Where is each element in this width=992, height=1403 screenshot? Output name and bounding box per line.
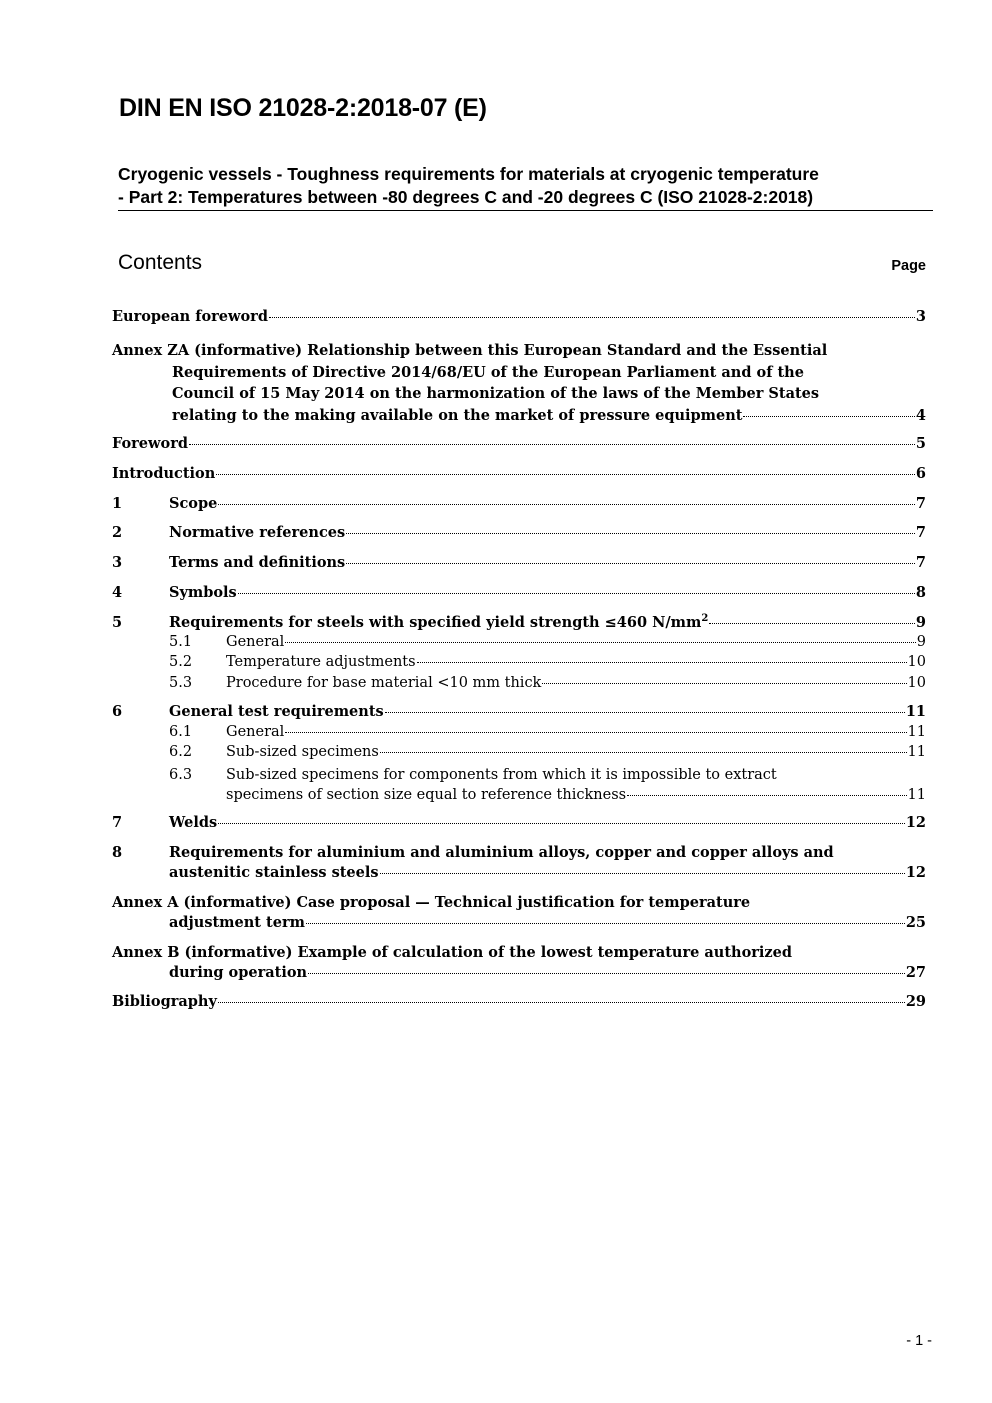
superscript: 2 — [701, 613, 709, 624]
toc-entry-section-6-3[interactable] — [169, 765, 926, 805]
subtitle-line-2: - Part 2: Temperatures between -80 degrees C and -20 degrees C (ISO 21028-2:2018) — [118, 187, 814, 207]
toc-entry-annex-b[interactable] — [112, 943, 926, 983]
toc-title-line — [112, 913, 926, 933]
toc-title: during operation — [169, 964, 308, 981]
toc-number: 1 — [112, 495, 123, 512]
toc-title: Scope — [169, 495, 218, 512]
toc-page: 11 — [907, 744, 926, 760]
toc-title: Introduction — [112, 465, 216, 482]
toc-number: 5.2 — [169, 654, 193, 670]
page-number: - 1 - — [906, 1333, 932, 1349]
toc-title-line — [169, 765, 926, 785]
toc-entry-section-6[interactable] — [112, 703, 926, 723]
toc-title: Foreword — [112, 435, 188, 452]
toc-leader — [216, 474, 915, 475]
toc-title-line — [112, 863, 926, 883]
toc-entry-annex-za[interactable] — [112, 340, 926, 426]
toc-page: 25 — [905, 914, 926, 931]
toc-leader — [218, 823, 905, 824]
toc-leader — [380, 873, 905, 874]
toc-title-line — [112, 340, 926, 362]
toc-title-line: Annex B (informative) Example of calculation of the lowest temperature authorized — [112, 944, 792, 961]
toc-page: 10 — [907, 675, 926, 691]
toc-title-line: Council of 15 May 2014 on the harmonization of the laws of the Member States — [172, 385, 820, 402]
toc-number: 5.3 — [169, 675, 193, 691]
toc-page: 5 — [915, 435, 926, 452]
toc-leader — [709, 623, 915, 624]
toc-leader — [218, 1002, 905, 1003]
toc-leader — [380, 752, 907, 753]
toc-leader — [542, 683, 906, 684]
toc-title: Bibliography — [112, 993, 217, 1010]
toc-title-line: Annex A (informative) Case proposal — Technical justification for temperature — [112, 894, 751, 911]
toc-entry-section-3[interactable] — [112, 554, 926, 574]
toc-page: 7 — [915, 554, 926, 571]
page-column-label: Page — [891, 258, 926, 274]
toc-page: 8 — [915, 584, 926, 601]
toc-number: 7 — [112, 814, 123, 831]
toc-leader — [627, 795, 906, 796]
toc-title: Sub-sized specimens for components from which it is impossible to extract — [226, 767, 777, 783]
toc-number: 6.3 — [169, 767, 193, 783]
toc-entry-section-8[interactable] — [112, 843, 926, 883]
toc-entry-foreword[interactable] — [112, 435, 926, 455]
toc-number: 6.2 — [169, 744, 193, 760]
toc-number: 2 — [112, 524, 123, 541]
subtitle-line-1: Cryogenic vessels - Toughness requirements for materials at cryogenic temperature — [118, 164, 819, 184]
toc-page: 7 — [915, 524, 926, 541]
toc-leader — [743, 416, 914, 417]
toc-leader — [385, 712, 905, 713]
toc-title-line — [169, 785, 926, 805]
toc-page: 12 — [905, 864, 926, 881]
toc-title: Procedure for base material <10 mm thick — [226, 675, 542, 691]
toc-leader — [346, 533, 915, 534]
toc-title: adjustment term — [169, 914, 305, 931]
toc-page: 27 — [905, 964, 926, 981]
toc-number: 8 — [112, 844, 123, 861]
toc-page: 11 — [905, 703, 926, 720]
toc-title: General — [226, 724, 285, 740]
toc-number: 4 — [112, 584, 123, 601]
toc-number: 5.1 — [169, 634, 193, 650]
toc-title-line — [112, 843, 926, 863]
toc-entry-bibliography[interactable] — [112, 993, 926, 1013]
toc-entry-section-2[interactable] — [112, 524, 926, 544]
toc-title: Normative references — [169, 524, 346, 541]
toc-title-line — [112, 963, 926, 983]
toc-title: European foreword — [112, 308, 268, 325]
toc-leader — [285, 642, 915, 643]
toc-leader — [346, 563, 915, 564]
toc-number: 3 — [112, 554, 123, 571]
document-subtitle — [118, 163, 933, 211]
toc-title: Terms and definitions — [169, 554, 346, 571]
toc-title: austenitic stainless steels — [169, 864, 379, 881]
toc-leader — [417, 662, 907, 663]
toc-page: 11 — [907, 787, 926, 803]
toc-page: 9 — [916, 634, 926, 650]
toc-title: Sub-sized specimens — [226, 744, 379, 760]
toc-title: Symbols — [169, 584, 237, 601]
toc-leader — [308, 973, 905, 974]
toc-entry-section-7[interactable] — [112, 814, 926, 834]
toc-page: 4 — [915, 406, 926, 424]
toc-page: 7 — [915, 495, 926, 512]
toc-entry-section-1[interactable] — [112, 495, 926, 515]
toc-page: 12 — [905, 814, 926, 831]
toc-leader — [238, 593, 915, 594]
toc-entry-section-5[interactable] — [112, 613, 926, 633]
toc-entry-section-5-3[interactable] — [169, 675, 926, 695]
toc-entry-european-foreword[interactable] — [112, 308, 926, 328]
toc-title: specimens of section size equal to reference thickness — [226, 787, 627, 803]
toc-entry-introduction[interactable] — [112, 465, 926, 485]
toc-page: 6 — [915, 465, 926, 482]
toc-leader — [285, 732, 906, 733]
toc-page: 3 — [915, 308, 926, 325]
toc-title: Requirements for aluminium and aluminium alloys, copper and copper alloys and — [169, 844, 834, 861]
toc-title: Welds — [169, 814, 218, 831]
toc-title-line: Requirements of Directive 2014/68/EU of the European Parliament and of the — [172, 363, 804, 381]
document-id: DIN EN ISO 21028-2:2018-07 (E) — [119, 94, 487, 122]
toc-entry-section-5-2[interactable] — [169, 654, 926, 674]
toc-title-text: Requirements for steels with specified yield strength ≤460 N/mm — [169, 613, 702, 631]
toc-leader — [306, 923, 905, 924]
toc-title-line — [112, 405, 926, 427]
toc-title: relating to the making available on the market of pressure equipment — [172, 406, 743, 424]
toc-page: 29 — [905, 993, 926, 1010]
toc-leader — [218, 504, 915, 505]
toc-number: 6 — [112, 703, 123, 720]
toc-title: Temperature adjustments — [226, 654, 416, 670]
toc-entry-section-6-1[interactable] — [169, 724, 926, 744]
toc-page: 11 — [907, 724, 926, 740]
toc-title: Annex ZA (informative) Relationship between this European Standard and the Essential — [112, 342, 828, 359]
toc-leader — [269, 317, 915, 318]
toc-entry-annex-a[interactable] — [112, 893, 926, 933]
contents-heading: Contents — [118, 251, 203, 274]
toc-title: General — [226, 634, 285, 650]
toc-entry-section-6-2[interactable] — [169, 744, 926, 764]
toc-title: General test requirements — [169, 703, 384, 720]
toc-page: 9 — [915, 613, 926, 631]
toc-number: 5 — [112, 613, 123, 631]
toc-number: 6.1 — [169, 724, 193, 740]
toc-leader — [189, 444, 915, 445]
toc-entry-section-5-1[interactable] — [169, 634, 926, 654]
toc-title — [169, 613, 708, 631]
toc-entry-section-4[interactable] — [112, 584, 926, 604]
toc-page: 10 — [907, 654, 926, 670]
